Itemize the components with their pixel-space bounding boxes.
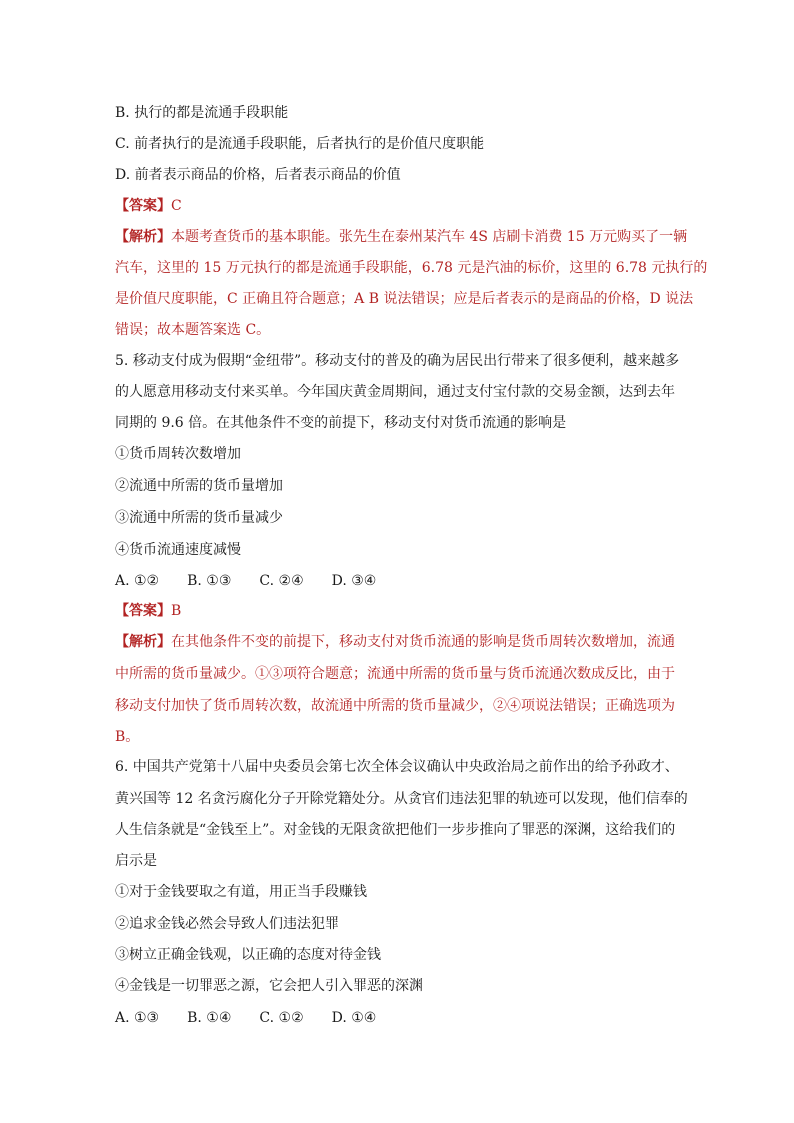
answer-value: B — [171, 603, 182, 619]
q5-analysis-line-3: 移动支付加快了货币周转次数，故流通中所需的货币量减少，②④项说法错误；正确选项为 — [115, 698, 675, 714]
answer-tag: 【答案】 — [115, 198, 171, 214]
q6-choices: A. ①③ B. ①④ C. ①② D. ①④ — [115, 1010, 377, 1026]
analysis-tag: 【解析】 — [115, 229, 171, 245]
q5-item-3: ③流通中所需的货币量减少 — [115, 510, 283, 526]
q5-analysis-line-4: B。 — [115, 729, 140, 745]
q4-analysis-line-3: 是价值尺度职能，C 正确且符合题意；A B 说法错误；应是后者表示的是商品的价格，D 说法 — [115, 291, 694, 307]
q5-answer — [115, 601, 181, 621]
q4-analysis-line-4: 错误；故本题答案选 C。 — [115, 322, 271, 338]
q5-item-4: ④货币流通速度减慢 — [115, 542, 241, 558]
q4-analysis-line-1: 【解析】本题考查货币的基本职能。张先生在泰州某汽车 4S 店刷卡消费 15 万元购买了一辆 — [115, 229, 688, 245]
q6-stem-line-2: 黄兴国等 12 名贪污腐化分子开除党籍处分。从贪官们违法犯罪的轨迹可以发现，他们信奉的 — [115, 791, 688, 807]
analysis-tag: 【解析】 — [115, 634, 171, 650]
q6-item-3: ③树立正确金钱观，以正确的态度对待金钱 — [115, 947, 381, 963]
q5-stem-line-3: 同期的 9.6 倍。在其他条件不变的前提下，移动支付对货币流通的影响是 — [115, 415, 567, 431]
q6-item-4: ④金钱是一切罪恶之源，它会把人引入罪恶的深渊 — [115, 978, 423, 994]
q6-item-2: ②追求金钱必然会导致人们违法犯罪 — [115, 916, 339, 932]
q5-stem-line-2: 的人愿意用移动支付来买单。今年国庆黄金周期间，通过支付宝付款的交易金额，达到去年 — [115, 384, 675, 400]
q6-stem-line-1: 6. 中国共产党第十八届中央委员会第七次全体会议确认中央政治局之前作出的给予孙政才、 — [115, 759, 679, 775]
q4-option-d: D. 前者表示商品的价格，后者表示商品的价值 — [115, 167, 401, 183]
q4-analysis-line-2: 汽车，这里的 15 万元执行的都是流通手段职能，6.78 元是汽油的标价，这里的 6.78 元执行的 — [115, 260, 708, 276]
q5-item-2: ②流通中所需的货币量增加 — [115, 478, 283, 494]
answer-tag: 【答案】 — [115, 603, 171, 619]
q5-item-1: ①货币周转次数增加 — [115, 446, 241, 462]
q4-answer — [115, 196, 182, 216]
q6-item-1: ①对于金钱要取之有道，用正当手段赚钱 — [115, 884, 367, 900]
q5-analysis-line-2: 中所需的货币量减少。①③项符合题意；流通中所需的货币量与货币流通次数成反比，由于 — [115, 666, 675, 682]
q4-option-c: C. 前者执行的是流通手段职能，后者执行的是价值尺度职能 — [115, 136, 485, 152]
q5-choices: A. ①② B. ①③ C. ②④ D. ③④ — [115, 573, 377, 589]
q5-analysis-line-1: 【解析】在其他条件不变的前提下，移动支付对货币流通的影响是货币周转次数增加，流通 — [115, 634, 675, 650]
answer-value: C — [171, 198, 182, 214]
q6-stem-line-3: 人生信条就是“金钱至上”。对金钱的无限贪欲把他们一步步推向了罪恶的深渊，这给我们的 — [115, 822, 676, 838]
q6-stem-line-4: 启示是 — [115, 853, 157, 869]
q5-stem-line-1: 5. 移动支付成为假期“金纽带”。移动支付的普及的确为居民出行带来了很多便利，越来越多 — [115, 353, 680, 369]
q4-option-b: B. 执行的都是流通手段职能 — [115, 105, 289, 121]
